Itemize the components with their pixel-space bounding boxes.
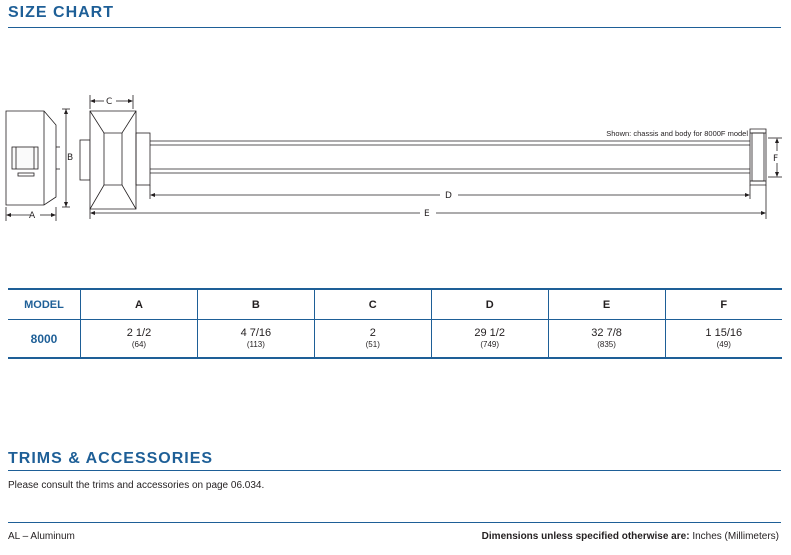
- header-model: MODEL: [8, 289, 81, 320]
- cell-c-mm: (51): [365, 340, 380, 349]
- cell-a-inches: 2 1/2: [126, 327, 152, 339]
- size-chart-title: SIZE CHART: [8, 4, 114, 21]
- cell-e: [548, 320, 665, 359]
- dim-label-b: B: [67, 153, 74, 163]
- cell-f-inches: 1 15/16: [705, 327, 743, 339]
- cell-c: [314, 320, 431, 359]
- header-c: C: [314, 289, 431, 320]
- cell-b-mm: (113): [246, 340, 265, 349]
- end-cap: [750, 129, 766, 185]
- size-chart-rule: [8, 27, 781, 28]
- cell-e-mm: (835): [597, 340, 616, 349]
- side-view: [6, 111, 60, 205]
- chassis-front: [80, 111, 150, 209]
- footer-right-normal: Inches (Millimeters): [692, 531, 779, 542]
- trims-title: TRIMS & ACCESSORIES: [8, 450, 214, 467]
- cell-f-mm: (49): [716, 340, 731, 349]
- size-table: [8, 288, 782, 359]
- header-d: D: [431, 289, 548, 320]
- cell-c-inches: 2: [369, 327, 376, 339]
- dim-label-d: D: [445, 191, 452, 201]
- cell-a: [81, 320, 198, 359]
- cell-e-inches: 32 7/8: [591, 327, 622, 339]
- header-e: E: [548, 289, 665, 320]
- header-a: A: [81, 289, 198, 320]
- push-bar: [150, 141, 750, 173]
- trims-text: Please consult the trims and accessories on page 06.034.: [8, 480, 265, 491]
- cell-a-mm: (64): [131, 340, 147, 349]
- dim-label-a: A: [29, 211, 36, 221]
- table-row: [8, 320, 782, 359]
- dim-label-c: C: [106, 97, 113, 107]
- cell-d-mm: (749): [480, 340, 500, 349]
- cell-d-inches: 29 1/2: [474, 327, 505, 339]
- footer-rule: [8, 522, 781, 523]
- shown-note: Shown: chassis and body for 8000F model: [606, 129, 748, 138]
- cell-d: [431, 320, 548, 359]
- trims-rule: [8, 470, 781, 471]
- table-header-row: [8, 289, 782, 320]
- footer-left: AL – Aluminum: [8, 531, 75, 542]
- footer-right-bold: Dimensions unless specified otherwise are:: [481, 531, 690, 542]
- cell-f: [665, 320, 782, 359]
- cell-b-inches: 4 7/16: [240, 327, 272, 339]
- cell-b: [197, 320, 314, 359]
- dim-label-e: E: [424, 209, 430, 219]
- dim-label-f: F: [773, 154, 779, 164]
- header-b: B: [197, 289, 314, 320]
- model-cell: 8000: [8, 320, 81, 359]
- device-dimension-diagram: [0, 85, 791, 235]
- footer-right: [482, 531, 779, 542]
- header-f: F: [665, 289, 782, 320]
